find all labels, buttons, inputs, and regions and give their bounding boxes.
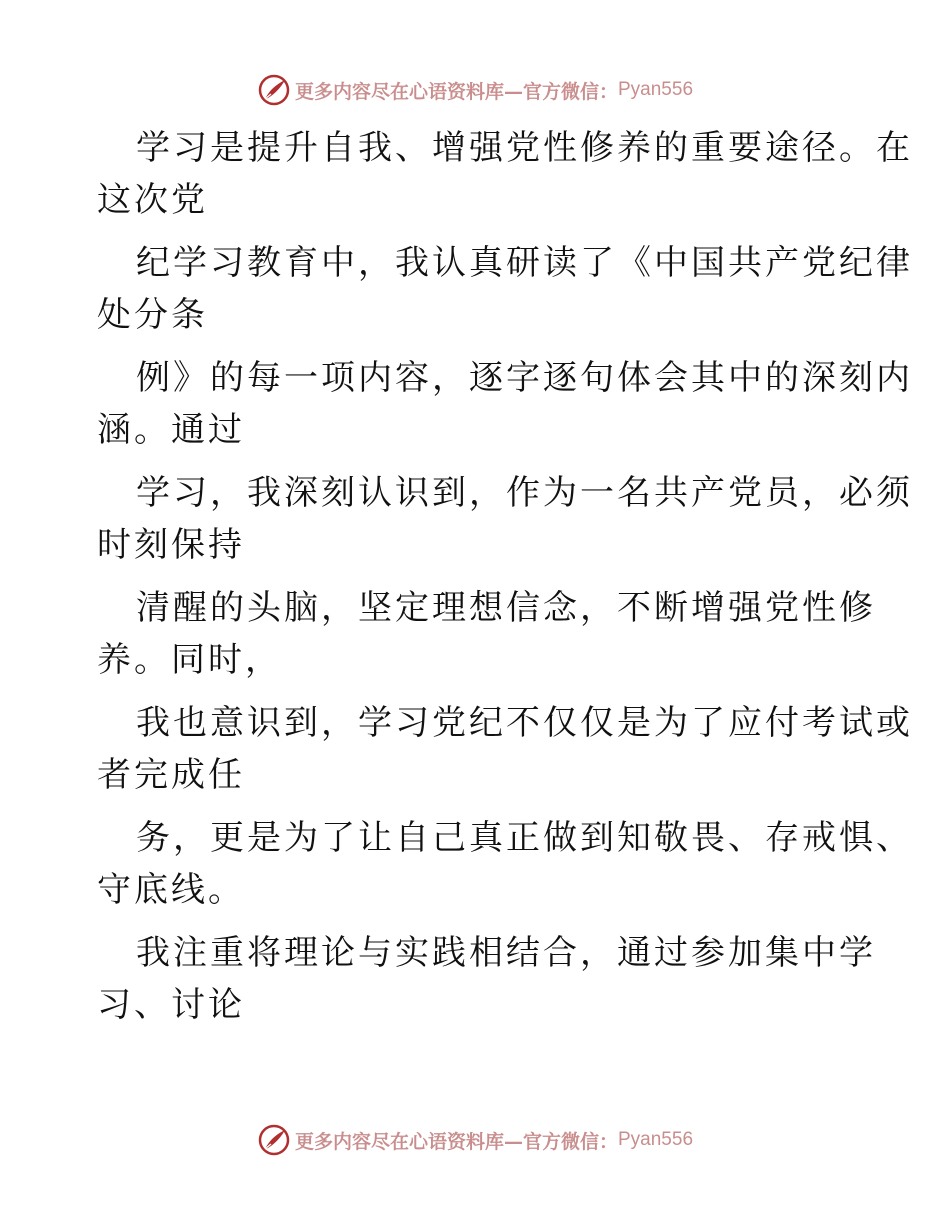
banner-text: 更多内容尽在心语资料库—官方微信： [294,80,618,103]
paragraph-line: 纪学习教育中，我认真研读了《中国共产党纪律 [136,243,913,283]
paragraph [0,925,950,1040]
paragraph [0,810,950,925]
paragraph-line: 者完成任 [97,755,245,795]
paragraph-line: 我注重将理论与实践相结合，通过参加集中学 [136,933,876,973]
footer-banner [0,1120,950,1160]
header-banner [0,70,950,110]
paragraph-line: 务，更是为了让自己真正做到知敬畏、存戒惧、 [136,818,913,858]
paragraph-line: 清醒的头脑，坚定理想信念，不断增强党性修 [136,588,876,628]
paragraph [0,695,950,810]
paragraph [0,350,950,465]
paragraph-line: 这次党 [97,180,208,220]
paragraph [0,465,950,580]
paragraph-line: 守底线。 [97,870,245,910]
body-text [0,120,950,1040]
paragraph-line: 处分条 [97,295,208,335]
paragraph-line: 习、讨论 [97,985,245,1025]
paragraph-line: 学习，我深刻认识到，作为一名共产党员，必须 [136,473,913,513]
banner-text: 更多内容尽在心语资料库—官方微信： [294,1130,618,1153]
paragraph [0,235,950,350]
paragraph-line: 例》的每一项内容，逐字逐句体会其中的深刻内 [136,358,913,398]
paragraph-line: 涵。通过 [97,410,245,450]
quill-logo-icon [257,73,291,107]
paragraph-line: 养。同时， [97,640,282,680]
paragraph [0,120,950,235]
paragraph-line: 我也意识到，学习党纪不仅仅是为了应付考试或 [136,703,913,743]
paragraph-line: 学习是提升自我、增强党性修养的重要途径。在 [136,128,913,168]
banner-wechat-id: Pyan556 [618,1129,694,1150]
banner-wechat-id: Pyan556 [618,79,694,100]
paragraph [0,580,950,695]
quill-logo-icon [257,1123,291,1157]
paragraph-line: 时刻保持 [97,525,245,565]
